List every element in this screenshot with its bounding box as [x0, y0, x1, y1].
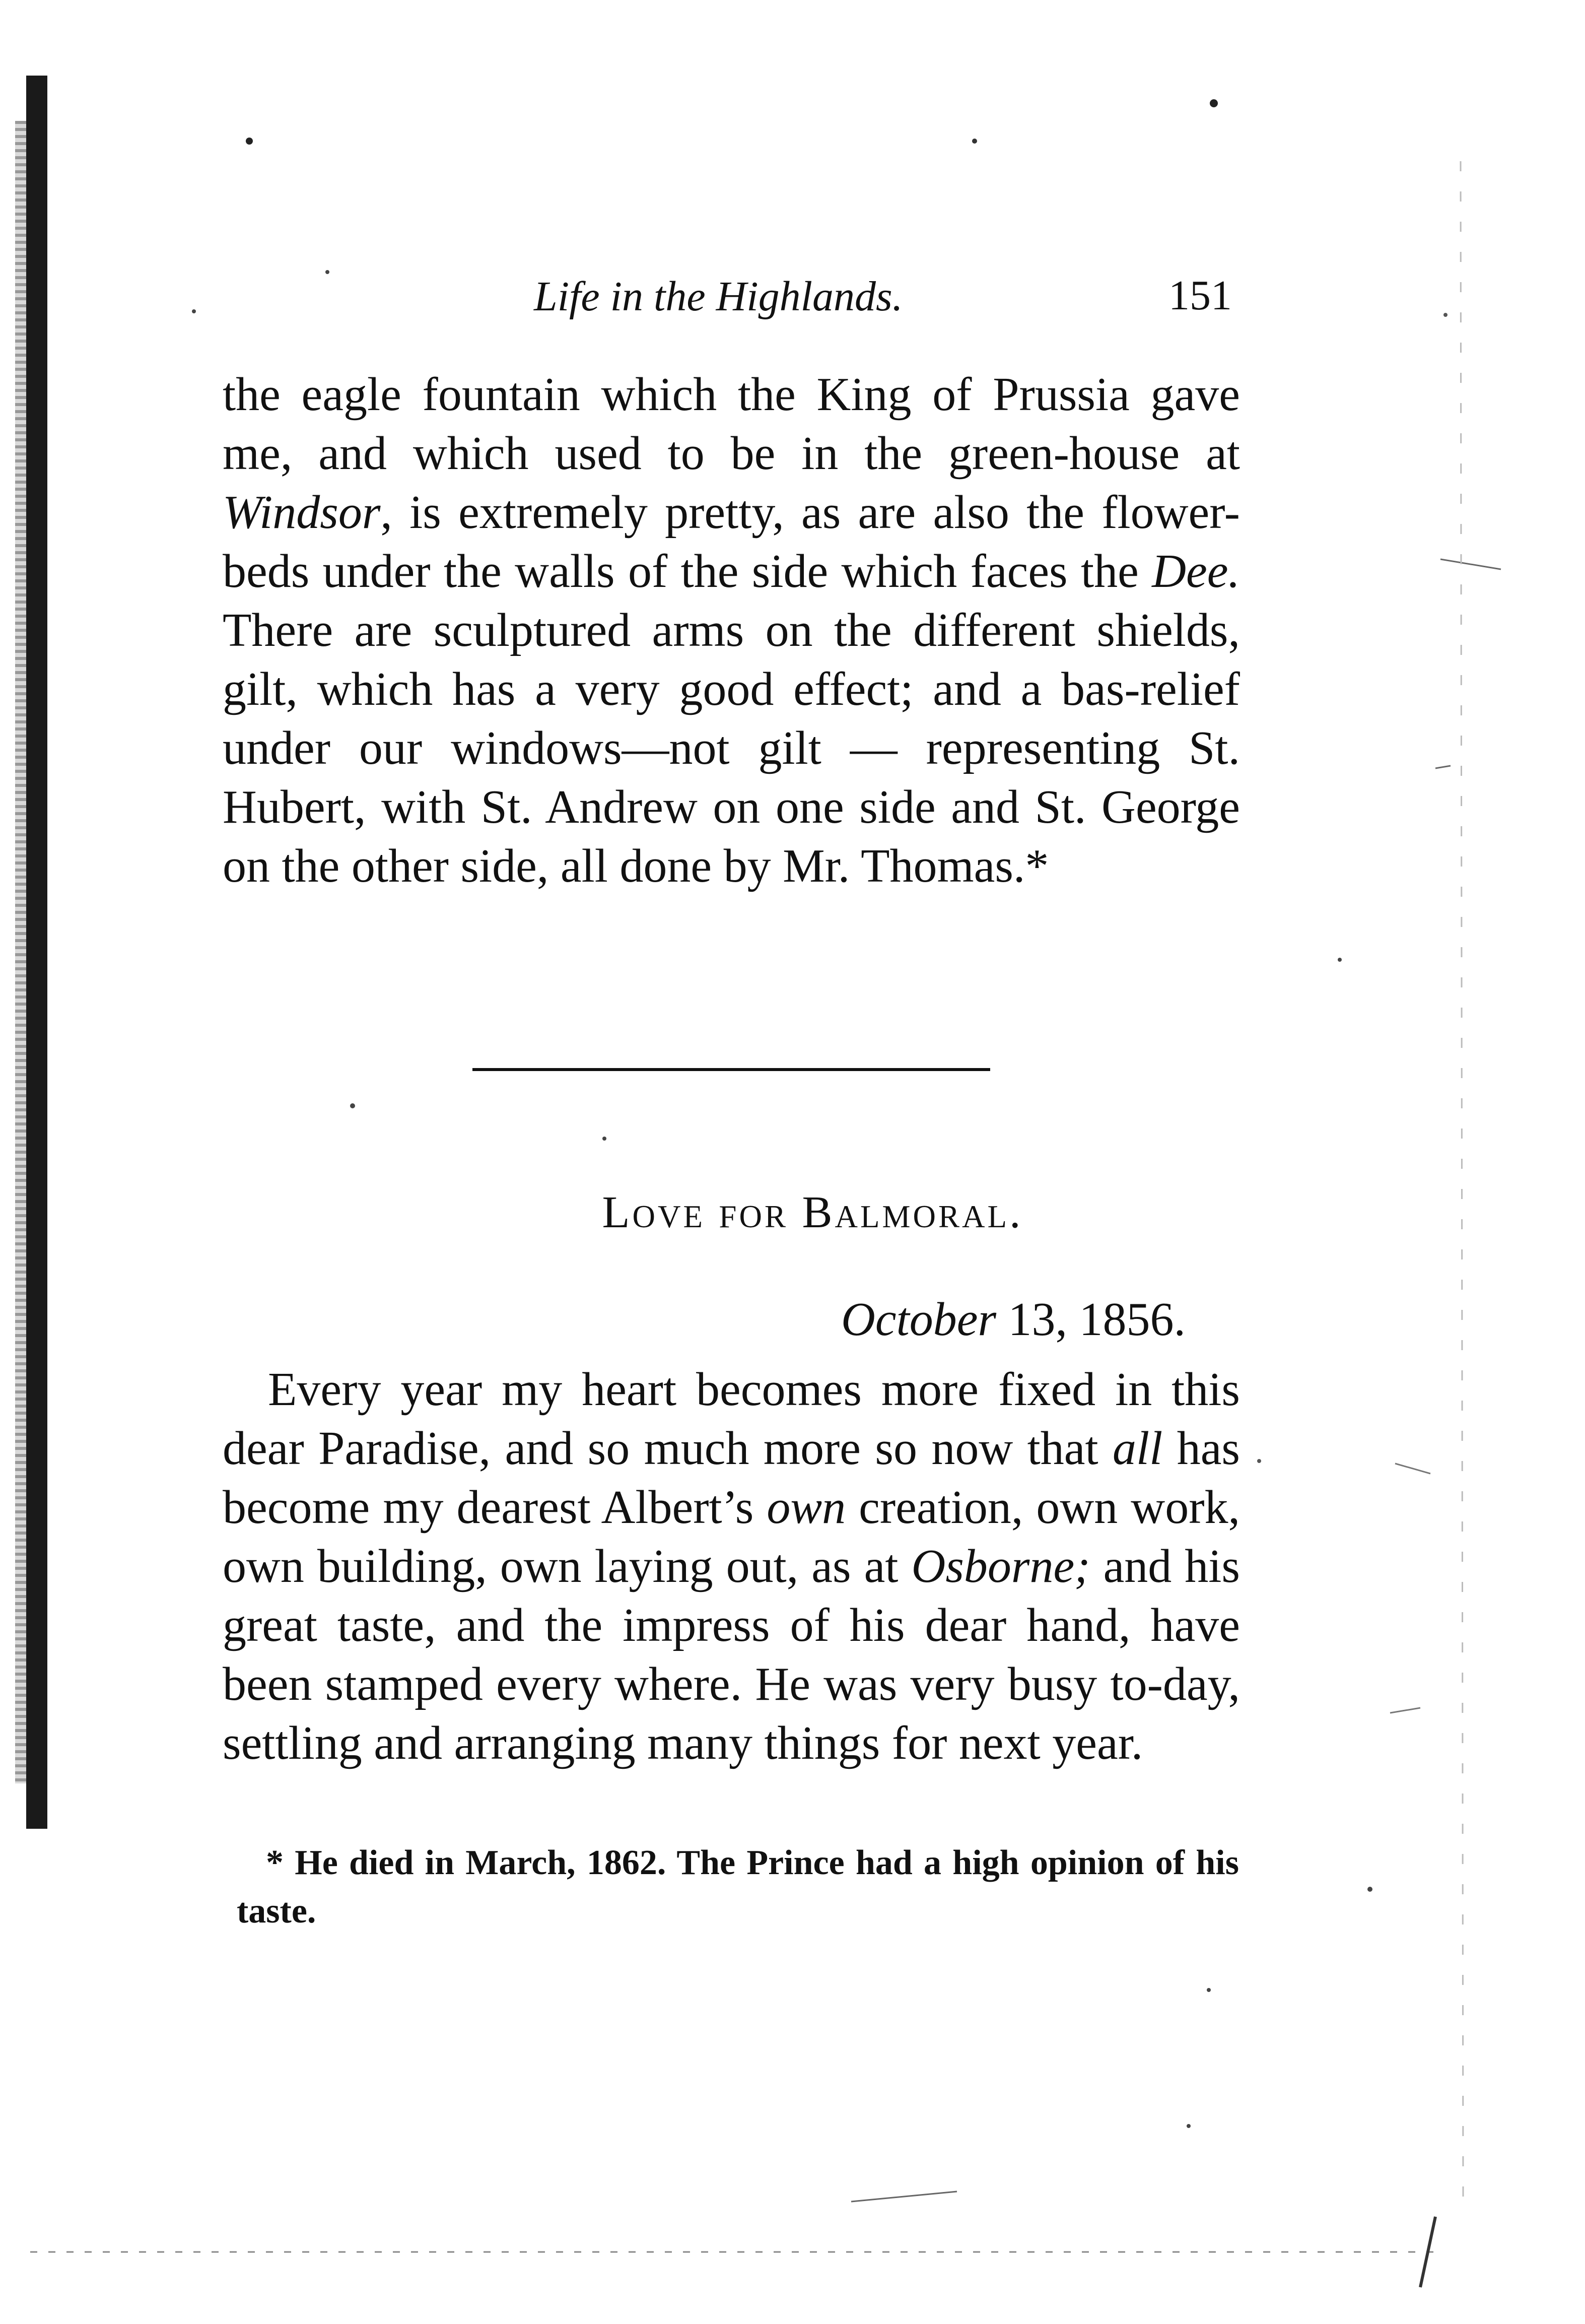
place-osborne: Osborne; — [911, 1540, 1090, 1592]
footnote-text: He died in March, 1862. The Prince had a high opinion of his taste. — [237, 1843, 1239, 1931]
paragraph-1-text-b: , is extremely pretty, as are also the flower-beds under the walls of the side which faces the — [223, 486, 1240, 597]
place-windsor: Windsor — [223, 486, 381, 539]
paragraph-1-text-c: There are sculptured arms on the different shields, gilt, which has a very good effect; and a bas-relief under our windows—not gilt — representing St. Hubert, with St. Andrew on one side and St. George on the other side, all done by Mr. Thomas.* — [223, 604, 1240, 892]
paragraph-1-text-a: the eagle fountain which the King of Prussia gave me, and which used to be in the green-house at — [223, 368, 1240, 480]
place-dee: Dee. — [1152, 545, 1240, 597]
footnote — [237, 1839, 1239, 1936]
paragraph-2-text-a: Every year my heart becomes more fixed in this dear Paradise, and so much more so now that — [223, 1363, 1240, 1475]
section-title — [0, 1186, 1585, 1238]
paragraph-2 — [223, 1360, 1240, 1773]
dateline — [841, 1292, 1186, 1347]
paragraph-1 — [223, 365, 1240, 896]
section-title-text: Love for Balmoral. — [602, 1187, 1023, 1237]
footnote-marker: * — [266, 1843, 284, 1882]
page-number: 151 — [1168, 272, 1232, 319]
section-divider-rule — [472, 1068, 990, 1071]
running-head-title: Life in the Highlands. — [534, 273, 903, 320]
paragraph-2-text-b: has become my dearest Albert’s — [223, 1422, 1240, 1534]
emphasis-own: own — [767, 1481, 846, 1534]
dateline-day-year: 13, 1856. — [996, 1293, 1186, 1346]
emphasis-all: all — [1113, 1422, 1163, 1475]
dateline-month: October — [841, 1293, 997, 1346]
paragraph-2-text-c: creation, own work, own building, own laying out, as at — [223, 1481, 1240, 1592]
paragraph-2-text-d: and his great taste, and the impress of his dear hand, have been stamped every where. He was very busy to-day, settling and arranging many things for next year. — [223, 1540, 1241, 1769]
